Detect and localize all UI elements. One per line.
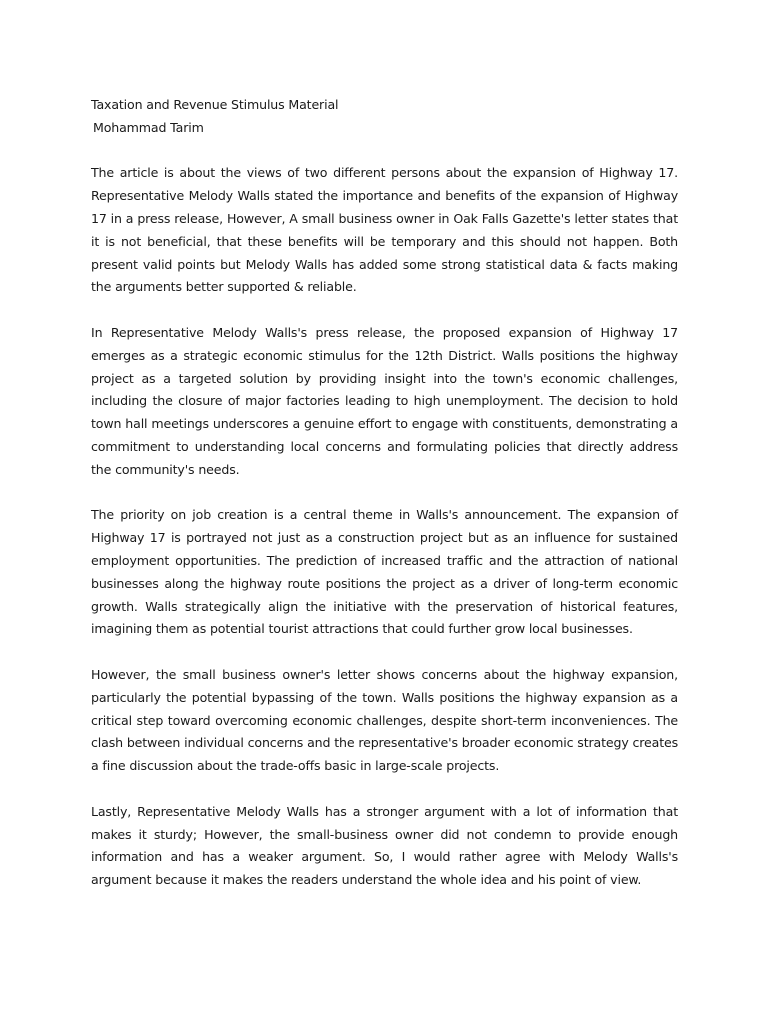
document-author: Mohammad Tarim [93,119,204,135]
paragraph-4: However, the small business owner's letter shows concerns about the highway expansion, particularly the potential bypassing of the town. Walls positions the highway expansion as a critical step toward overcoming economic challenges, despite short-term inconveniences. The clash between individual concerns and the representative's broader economic strategy creates a fine discussion about the trade-offs basic in large-scale projects. [91,666,678,774]
document-title: Taxation and Revenue Stimulus Material [91,97,339,112]
paragraph-1: The article is about the views of two different persons about the expansion of Highway 17. Representative Melody Walls stated the importance and benefits of the expansion of Highway 17 in a press release, However, A small business owner in Oak Falls Gazette's letter states that it is not beneficial, that these benefits will be temporary and this should not happen. Both present valid points but Melody Walls has added some strong statistical data & facts making the arguments better supported & reliable. [91,165,678,295]
paragraph-3: The priority on job creation is a central theme in Walls's announcement. The expansion of Highway 17 is portrayed not just as a construction project but as an influence for sustained employment opportunities. The prediction of increased traffic and the attraction of national businesses along the highway route positions the project as a driver of long-term economic growth. Walls strategically align the initiative with the preservation of historical features, imagining them as potential tourist attractions that could further grow local businesses. [91,507,678,637]
paragraph-5: Lastly, Representative Melody Walls has a stronger argument with a lot of information that makes it sturdy; However, the small-business owner did not condemn to provide enough information and has a weaker argument. So, I would rather agree with Melody Walls's argument because it makes the readers understand the whole idea and his point of view. [91,803,678,888]
paragraph-2: In Representative Melody Walls's press release, the proposed expansion of Highway 17 emerges as a strategic economic stimulus for the 12th District. Walls positions the highway project as a targeted solution by providing insight into the town's economic challenges, including the closure of major factories leading to high unemployment. The decision to hold town hall meetings underscores a genuine effort to engage with constituents, demonstrating a commitment to understanding local concerns and formulating policies that directly address the community's needs. [91,324,678,477]
document-page [91,94,678,915]
